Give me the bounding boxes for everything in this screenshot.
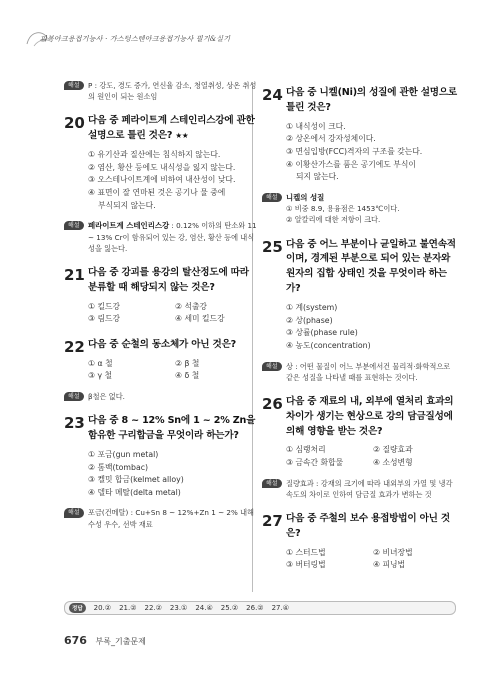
choice-3[interactable]: ③ 켈밋 합금(kelmet alloy) — [88, 475, 184, 485]
choice-3[interactable]: ③ 오스테나이트계에 비하여 내산성이 낮다. — [88, 175, 236, 185]
choice-1[interactable]: ① 포금(gun metal) — [88, 449, 159, 459]
answer-item: 25.② — [220, 604, 239, 612]
choice-4[interactable]: ④ 표면이 잘 연마된 것은 공기나 물 중에 — [88, 187, 226, 197]
choice-4-continued: 되지 않는다. — [296, 172, 339, 182]
choice-4[interactable]: ④ 소성변형 — [373, 458, 413, 468]
choice-2[interactable]: ② β 철 — [175, 358, 200, 368]
explanation-q22 — [64, 391, 260, 402]
choice-1[interactable]: ① 유기산과 질산에는 침식하지 않는다. — [88, 150, 221, 160]
answer-key-strip — [64, 601, 456, 615]
footer-section: 부록_기출문제 — [95, 637, 146, 646]
explanation-text: P : 강도, 경도 증가, 연신율 감소, 청열취성, 상온 취성의 원인이 되는 원소임 — [88, 81, 257, 102]
question-number: 27 — [262, 512, 283, 531]
question-text: 다음 중 순철의 동소체가 아닌 것은? — [88, 338, 237, 350]
explanation-tag: 해설 — [262, 193, 282, 202]
choice-1[interactable]: ① 계(system) — [286, 303, 338, 313]
choice-2[interactable]: ② 상온에서 강자성체이다. — [286, 134, 376, 144]
choice-1[interactable]: ① 심랭처리 — [286, 445, 326, 455]
question-number: 20 — [64, 114, 85, 133]
choice-3[interactable]: ③ γ 철 — [88, 371, 113, 381]
explanation-title: 페라이트계 스테인리스강 — [88, 221, 170, 231]
choice-1[interactable]: ① 내식성이 크다. — [286, 121, 346, 131]
explanation-text: 상 : 어떤 물질이 어느 부분에서건 물리적·화학적으로 같은 성질을 나타낼 때를 표현하는 것이다. — [286, 361, 451, 382]
answer-item: 27.④ — [271, 604, 290, 612]
choice-3[interactable]: ③ 림드강 — [88, 314, 121, 324]
choices — [286, 121, 458, 184]
answer-key-label: 정답 — [69, 603, 86, 613]
question-number: 23 — [64, 414, 85, 433]
importance-stars: ★★ — [175, 131, 189, 141]
choice-2[interactable]: ② 석출강 — [175, 301, 208, 311]
explanation-line-1: ① 비중 8.9, 용융점은 1453℃이다. — [286, 204, 400, 214]
explanation-tag: 해설 — [64, 221, 84, 230]
explanation-q19 — [64, 80, 260, 102]
choice-2[interactable]: ② 톰백(tombac) — [88, 462, 149, 472]
choice-3[interactable]: ③ 면심입방(FCC)격자의 구조를 갖는다. — [286, 146, 423, 156]
choices — [286, 547, 458, 572]
choice-3[interactable]: ③ 금속간 화합물 — [286, 458, 344, 468]
choice-2[interactable]: ② 비녀장법 — [373, 547, 413, 557]
choices — [88, 149, 260, 212]
question-text: 다음 중 니켈(Ni)의 성질에 관한 설명으로 틀린 것은? — [286, 87, 458, 113]
question-stem: 다음 중 페라이트계 스테인리스강에 관한 설명으로 틀린 것은? — [88, 115, 255, 142]
question-23 — [64, 414, 260, 499]
question-text: 다음 중 강괴를 용강의 탈산정도에 따라 분류할 때 해당되지 않는 것은? — [88, 266, 249, 293]
question-27 — [262, 512, 458, 572]
explanation-q24 — [262, 192, 458, 226]
question-number: 26 — [262, 394, 283, 413]
choices — [88, 358, 260, 383]
question-22 — [64, 338, 260, 383]
question-26 — [262, 395, 458, 470]
question-text — [88, 114, 260, 144]
answer-item: 24.④ — [195, 604, 213, 612]
answer-item: 23.① — [169, 604, 188, 612]
choice-1[interactable]: ① 스터드법 — [286, 547, 326, 557]
question-text: 다음 중 재료의 내, 외부에 열처리 효과의 차이가 생기는 현상으로 강의 담금질성에 의해 영향을 받는 것은? — [286, 395, 454, 437]
explanation-q20 — [64, 220, 260, 254]
choices — [286, 302, 458, 353]
choice-1[interactable]: ① 킬드강 — [88, 301, 121, 311]
explanation-text: : 0.12% 이하의 탄소와 11 ~ 13% Cr이 함유되어 있는 강, 염산, 황산 등에 내식성을 잃는다. — [88, 221, 257, 253]
explanation-text: 질량효과 : 강재의 크기에 따라 내외부의 가열 및 냉각 속도의 차이로 인하여 담금질 효과가 변하는 것 — [286, 478, 453, 499]
question-number: 24 — [262, 86, 283, 104]
answer-item: 21.② — [119, 604, 137, 612]
question-number: 21 — [64, 265, 85, 284]
answer-item: 26.② — [246, 604, 264, 612]
choice-4[interactable]: ④ 델타 메탈(delta metal) — [88, 487, 181, 497]
page-number: 676 — [64, 634, 87, 647]
question-text: 다음 중 8 ~ 12% Sn에 1 ~ 2% Zn을 함유한 구리합금을 무엇이라 하는가? — [88, 415, 256, 442]
choice-2[interactable]: ② 상(phase) — [286, 315, 333, 325]
explanation-line-2: ② 알칼리에 대한 저항이 크다. — [286, 215, 381, 225]
explanation-tag: 해설 — [262, 362, 282, 371]
choice-3[interactable]: ③ 상률(phase rule) — [286, 328, 358, 338]
explanation-tag: 해설 — [262, 479, 282, 488]
answer-item: 20.② — [93, 604, 112, 612]
left-column — [64, 80, 260, 542]
choices — [286, 444, 458, 469]
right-column — [262, 86, 458, 580]
choice-4[interactable]: ④ δ 철 — [175, 371, 200, 381]
question-number: 22 — [64, 337, 85, 356]
choice-4-continued: 부식되지 않는다. — [98, 200, 156, 210]
choice-4[interactable]: ④ 세미 킬드강 — [175, 314, 225, 324]
explanation-tag: 해설 — [64, 508, 84, 517]
running-header: 피복아크용접기능사 · 가스텅스텐아크용접기능사 필기&실기 — [40, 35, 231, 43]
question-21 — [64, 266, 260, 326]
choice-2[interactable]: ② 염산, 황산 등에도 내식성을 잃지 않는다. — [88, 162, 236, 172]
choice-2[interactable]: ② 질량효과 — [373, 445, 413, 455]
question-25 — [262, 238, 458, 353]
explanation-tag: 해설 — [64, 392, 84, 401]
explanation-tag: 해설 — [64, 81, 84, 90]
explanation-text: 포금(건메탈) : Cu+Sn 8 ~ 12%+Zn 1 ~ 2% 내해수성 우수, 선박 재료 — [88, 508, 254, 529]
page-footer — [64, 634, 146, 647]
question-text: 다음 중 주철의 보수 용접방법이 아닌 것은? — [286, 513, 450, 539]
explanation-q23 — [64, 507, 260, 529]
explanation-q26 — [262, 478, 458, 500]
explanation-title: 니켈의 성질 — [286, 192, 325, 202]
explanation-q25 — [262, 361, 458, 383]
explanation-text: β철은 없다. — [88, 392, 125, 402]
choice-4[interactable]: ④ 이황산가스를 품은 공기에도 부식이 — [286, 159, 416, 169]
question-24 — [262, 86, 458, 184]
answer-item: 22.② — [144, 604, 162, 612]
choice-4[interactable]: ④ 피닝법 — [373, 560, 406, 570]
choices — [88, 301, 260, 326]
question-number: 25 — [262, 237, 283, 256]
question-text: 다음 중 어느 부분이나 균일하고 불연속적이며, 경계된 부분으로 되어 있는 분자와 원자의 집합 상태인 것을 무엇이라 하는가? — [286, 238, 456, 295]
choice-1[interactable]: ① α 철 — [88, 358, 113, 368]
choices — [88, 449, 260, 500]
choice-3[interactable]: ③ 버터링법 — [286, 560, 326, 570]
question-20 — [64, 114, 260, 212]
choice-4[interactable]: ④ 농도(concentration) — [286, 340, 371, 350]
